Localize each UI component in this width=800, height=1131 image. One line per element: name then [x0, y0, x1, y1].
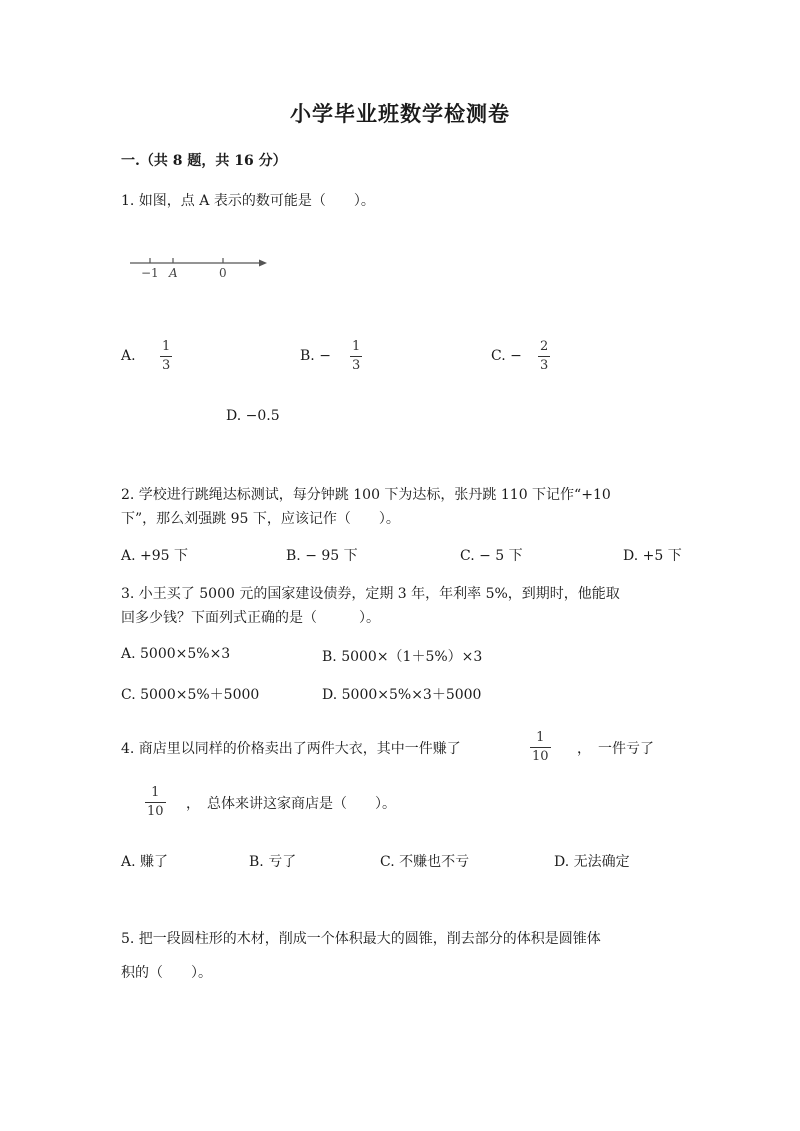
question-4-part-1: 4. 商店里以同样的价格卖出了两件大衣，其中一件赚了 [121, 741, 461, 757]
q2-option-c: C. − 5 下 [460, 548, 523, 564]
question-2-line-1: 2. 学校进行跳绳达标测试，每分钟跳 100 下为达标，张丹跳 110 下记作“+10 [121, 487, 611, 503]
denominator: 10 [532, 749, 549, 764]
numerator: 2 [540, 339, 549, 354]
q4-option-c: C. 不赚也不亏 [380, 854, 470, 870]
question-3-line-2: 回多少钱？下面列式正确的是（ ）。 [121, 610, 380, 626]
label-neg1: −1 [141, 266, 159, 280]
q4-fraction-2 [145, 786, 166, 819]
denominator: 10 [147, 804, 164, 819]
q1-option-a-fraction [160, 340, 172, 373]
numerator: 1 [162, 339, 171, 354]
q2-option-a: A. +95 下 [121, 548, 189, 564]
q4-option-a: A. 赚了 [121, 854, 169, 870]
q2-option-b: B. − 95 下 [286, 548, 358, 564]
numerator: 1 [536, 730, 545, 745]
q1-option-d: D. −0.5 [226, 408, 280, 424]
q1-option-a-prefix: A. [121, 348, 136, 364]
denominator: 3 [162, 358, 171, 373]
q2-option-d: D. +5 下 [623, 548, 682, 564]
numerator: 1 [151, 785, 160, 800]
question-5-line-1: 5. 把一段圆柱形的木材，削成一个体积最大的圆锥，削去部分的体积是圆锥体 [121, 931, 601, 947]
question-2-line-2: 下”，那么刘强跳 95 下，应该记作（ ）。 [121, 511, 400, 527]
q3-option-b: B. 5000×（1＋5%）×3 [322, 649, 483, 665]
number-line-figure [125, 250, 275, 286]
section-heading: 一.（共 8 题，共 16 分） [121, 153, 287, 169]
label-0: 0 [219, 266, 227, 280]
q4-option-d: D. 无法确定 [554, 854, 630, 870]
q3-option-a: A. 5000×5%×3 [121, 646, 231, 662]
q4-option-b: B. 亏了 [249, 854, 297, 870]
denominator: 3 [540, 358, 549, 373]
denominator: 3 [352, 358, 361, 373]
q4-fraction-1 [530, 731, 551, 764]
q1-option-c-prefix: C. − [491, 348, 522, 364]
question-4-part-2: ， 一件亏了 [577, 741, 654, 757]
label-a: A [169, 266, 178, 280]
q3-option-d: D. 5000×5%×3＋5000 [322, 687, 482, 703]
q1-option-b-prefix: B. − [300, 348, 331, 364]
numerator: 1 [352, 339, 361, 354]
question-4-part-3: ， 总体来讲这家商店是（ ）。 [186, 796, 396, 812]
page-title: 小学毕业班数学检测卷 [290, 101, 510, 126]
number-line-arrow [259, 260, 267, 267]
question-5-line-2: 积的（ ）。 [121, 965, 212, 981]
question-3-line-1: 3. 小王买了 5000 元的国家建设债券，定期 3 年，年利率 5%，到期时，他能取 [121, 586, 620, 602]
q3-option-c: C. 5000×5%＋5000 [121, 687, 260, 703]
question-1-stem: 1. 如图，点 A 表示的数可能是（ ）。 [121, 193, 375, 209]
q1-option-c-fraction [538, 340, 550, 373]
q1-option-b-fraction [350, 340, 362, 373]
